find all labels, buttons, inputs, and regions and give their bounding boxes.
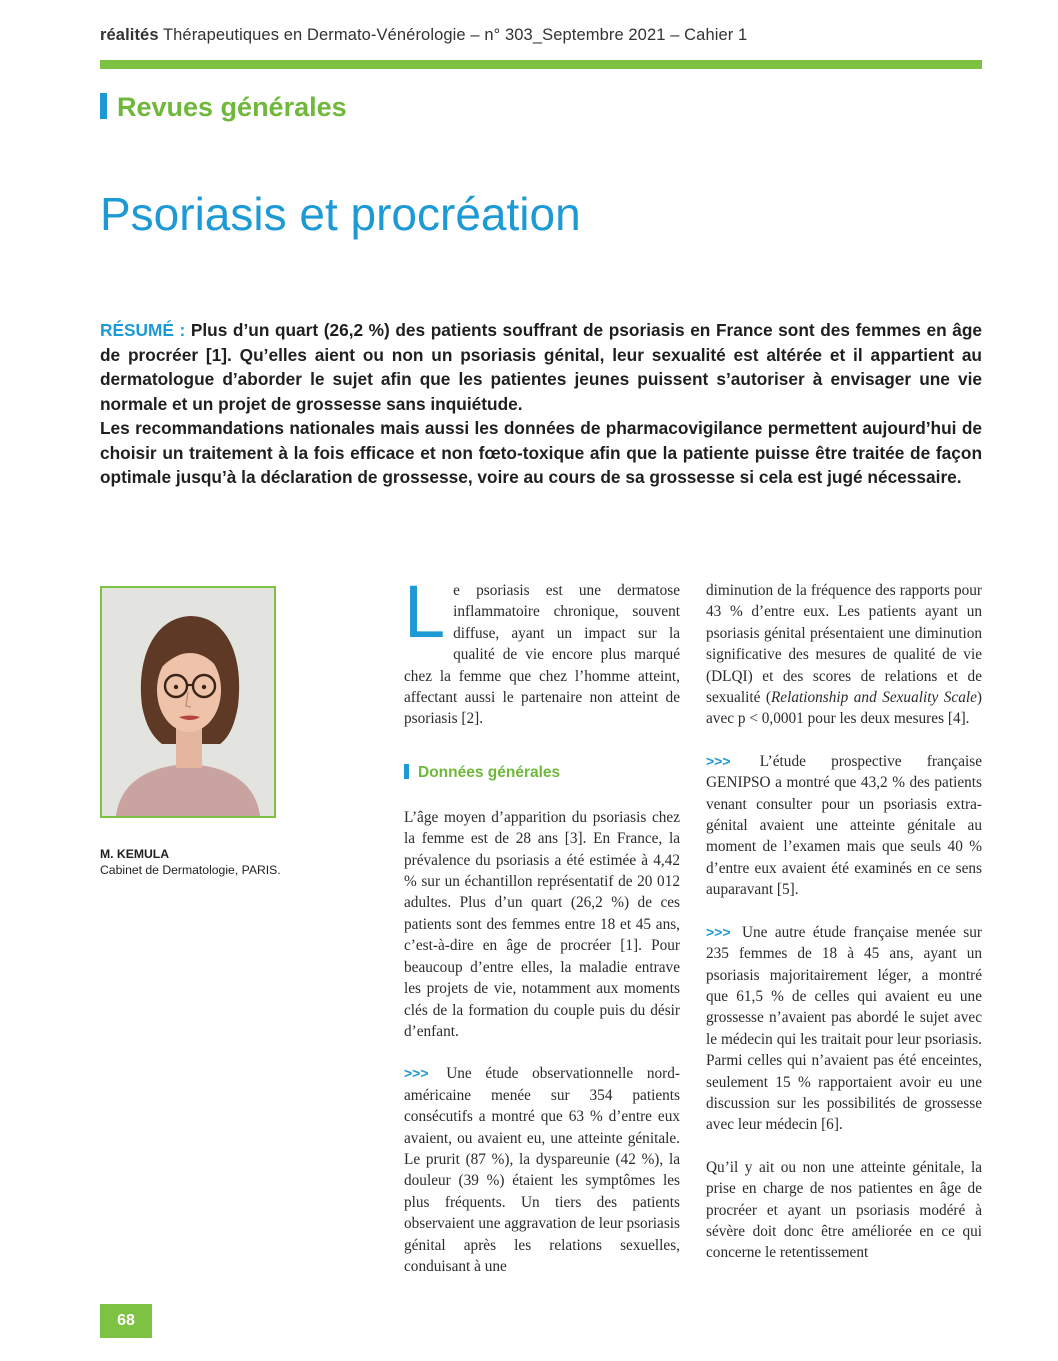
article-title: Psoriasis et procréation <box>100 188 581 240</box>
author-block <box>100 846 340 878</box>
arrow-marker: >>> <box>706 752 731 769</box>
body-paragraph <box>706 922 982 1136</box>
body-paragraph <box>706 580 982 730</box>
paragraph-text: diminution de la fréquence des rapports pour 43 % d’entre eux. Les patients ayant un psoriasis génital présentaient une diminution significative des mesures de qualité de vie (DLQI) et des scores de relations et de sexualité ( <box>706 582 982 707</box>
author-name: M. KEMULA <box>100 847 170 861</box>
body-paragraph: Qu’il y ait ou non une atteinte génitale, la prise en charge de nos patientes en âge de procréer et ayant un psoriasis modéré à sévère doit donc être améliorée en ce qui concerne le retentissement <box>706 1158 982 1262</box>
author-affiliation: Cabinet de Dermatologie, PARIS. <box>100 863 281 877</box>
paragraph-text: Une autre étude française menée sur 235 femmes de 18 à 45 ans, ayant un psoriasis majoritairement léger, a montré que 61,5 % de celles qui avaient eu une grossesse n’avaient pas abordé le sujet avec le médecin qui les traitait pour leur psoriasis. Parmi celles qui n’avaient pas été enceintes, seulement 15 % rapportaient avoir eu une discussion sur les possibilités de grossesse avec leur médecin [6]. <box>706 923 982 1134</box>
intro-text: e psoriasis est une dermatose inflammatoire chronique, souvent diffuse, ayant un impact sur la qualité de vie encore plus marqué chez la femme que chez l’homme atteint, affectant aussi le partenaire non atteint de psoriasis [2]. <box>404 582 680 728</box>
body-paragraph <box>404 1063 680 1277</box>
page-number: 68 <box>100 1304 152 1338</box>
subheading-marker <box>404 764 409 779</box>
paragraph-text: L’étude prospective française GENIPSO a montré que 43,2 % des patients venant consulter pour un psoriasis extra-génital avaient une atteinte génitale au moment de l’examen mais que seuls 40 % d’entre eux avaient été examinés en ce sens auparavant [5]. <box>706 752 982 899</box>
arrow-marker: >>> <box>404 1065 429 1082</box>
body-column-2 <box>706 580 982 1285</box>
running-header <box>100 26 982 45</box>
abstract <box>100 318 982 490</box>
author-portrait-image <box>102 588 274 816</box>
paragraph-text: Une étude observationnelle nord-américaine menée sur 354 patients consécutifs a montré que 63 % d’entre eux avaient, ou avaient eu, une atteinte génitale. Le prurit (87 %), la dyspareunie (42 %), la douleur (39 %) étaient les symptômes les plus fréquents. Un tiers des patients observaient une aggravation de leur psoriasis génital après les relations sexuelles, conduisant à une <box>404 1065 680 1275</box>
abstract-text-1: Plus d’un quart (26,2 %) des patients souffrant de psoriasis en France sont des femmes en âge de procréer [1]. Qu’elles aient ou non un psoriasis génital, leur sexualité est altérée et il appartient au dermatologue d’aborder le sujet afin que les patientes jeunes puissent s’autoriser à envisager une vie normale et un projet de grossesse sans inquiétude. <box>100 320 982 414</box>
subheading-label: Données générales <box>418 763 561 781</box>
arrow-marker: >>> <box>706 923 731 940</box>
drop-cap: L <box>404 570 446 653</box>
section-label: Revues générales <box>117 92 347 122</box>
paragraph-text: ) avec p < 0,0001 pour les deux mesures [4]. <box>706 689 982 728</box>
journal-issue: Thérapeutiques en Dermato-Vénérologie – n° 303_Septembre 2021 – Cahier 1 <box>158 26 748 44</box>
abstract-p1 <box>100 318 982 416</box>
subheading <box>404 763 680 783</box>
abstract-label: RÉSUMÉ : <box>100 320 186 340</box>
author-photo <box>100 586 276 818</box>
intro-paragraph <box>404 570 680 730</box>
scale-name: Relationship and Sexuality Scale <box>770 689 977 707</box>
body-column-1 <box>404 570 680 1298</box>
section-tag <box>100 90 347 124</box>
body-paragraph: L’âge moyen d’apparition du psoriasis chez la femme est de 28 ans [3]. En France, la prévalence du psoriasis a été estimée à 4,42 % sur un échantillon représentatif de 20 012 adultes. Plus d’un quart (26,2 %) de ces patients sont des femmes entre 18 et 45 ans, c’est-à-dire en âge de procréer [1]. Pour beaucoup d’entre elles, la maladie entrave les projets de vie, notamment aux moments clés de la formation du couple puis du désir d’enfant. <box>404 808 680 1040</box>
header-rule <box>100 60 982 69</box>
body-paragraph <box>706 751 982 901</box>
abstract-text-2: Les recommandations nationales mais aussi les données de pharmacovigilance permettent aujourd’hui de choisir un traitement à la fois efficace et non fœto-toxique afin que la patiente puisse être traitée de façon optimale jusqu’à la déclaration de grossesse, voire au cours de sa grossesse si cela est jugé nécessaire. <box>100 418 982 487</box>
section-marker <box>100 93 107 119</box>
journal-brand: réalités <box>100 26 159 44</box>
